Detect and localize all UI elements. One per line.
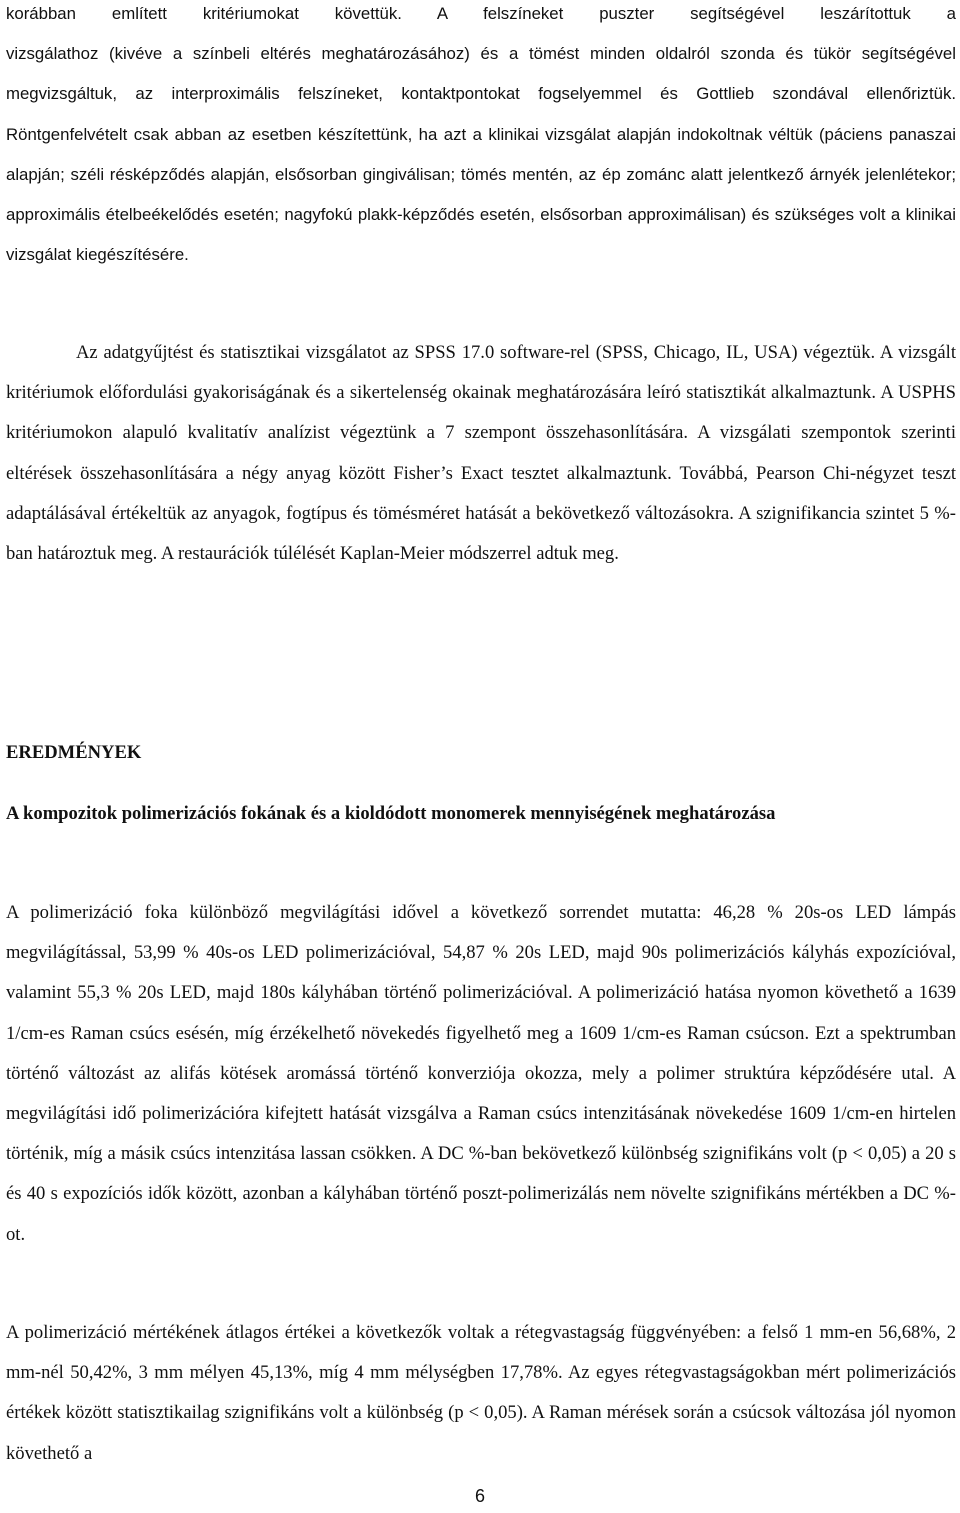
results-paragraph-2: A polimerizáció mértékének átlagos értékei a következők voltak a rétegvastagság függvényében: a felső 1 mm-en 56,68%, 2 mm-nél 50,42%, 3 mm mélyen 45,13%, míg 4 mm mélységben 17,78%. Az egyes rétegvastagságokban mért polimerizációs értékek között statisztikailag szignifikáns volt a különbség (p < 0,05). A Raman mérések során a csúcsok változása jól nyomon követhető a bbox=[6, 1322, 956, 1464]
section-heading: EREDMÉNYEK bbox=[6, 742, 142, 763]
statistics-paragraph: Az adatgyűjtést és statisztikai vizsgálatot az SPSS 17.0 software-rel (SPSS, Chicago, IL, USA) végeztük. A vizsgált kritériumok előfordulási gyakoriságának és a sikertelenség okainak meghatározására leíró statisztikát alkalmaztunk. A USPHS kritériumokon alapuló kvalitatív analízist végeztünk a 7 szempont összehasonlítására. A vizsgálati szempontok szerinti eltérések összehasonlítására a négy anyag között Fisher’s Exact tesztet alkalmaztunk. Továbbá, Pearson Chi-négyzet teszt adaptálásával értékeltük az anyagok, fogtípus és tömésméret hatását a bekövetkező változásokra. A szignifikancia szintet 5 %-ban határoztuk meg. A restaurációk túlélését Kaplan-Meier módszerrel adtuk meg. bbox=[6, 342, 956, 565]
page-number: 6 bbox=[474, 1486, 485, 1506]
methods-text bbox=[6, 34, 956, 275]
methods-text-first-line: korábban említett kritériumokat követtük. A felszíneket puszter segítségével leszárítottuk a bbox=[6, 4, 956, 23]
methods-text-part-c: Röntgenfelvételt csak abban az esetben készítettünk, ha azt a klinikai vizsgálat alapján indokoltnak véltük (páciens panaszai alapján; széli résképződés alapján, elsősorban gingiválisan; tömés mentén, az ép zománc alatt jelentkező árnyék jelenlétekor; approximális ételbeékelődés esetén; nagyfokú plakk-képződés esetén, elsősorban approximálisan) és szükséges volt a klinikai vizsgálat kiegészítésére. bbox=[6, 124, 956, 265]
methods-paragraph bbox=[6, 0, 956, 275]
methods-text-part-b: vizsgálathoz (kivéve a színbeli eltérés meghatározásához) és a tömést minden oldalról szonda és tükör segítségével megvizsgáltuk, az interproximális felszíneket, kontaktpontokat fogselyemmel és Gottlieb szondával ellenőriztük. bbox=[6, 44, 956, 104]
subsection-heading: A kompozitok polimerizációs fokának és a kioldódott monomerek mennyiségének meghatározása bbox=[6, 803, 776, 824]
results-paragraph-1: A polimerizáció foka különböző megvilágítási idővel a következő sorrendet mutatta: 46,28 % 20s-os LED lámpás megvilágítással, 53,99 % 40s-os LED polimerizációval, 54,87 % 20s LED, majd 90s polimerizációs kályhás expozícióval, valamint 55,3 % 20s LED, majd 180s kályhában történő polimerizációval. A polimerizáció hatása nyomon követhető a 1639 1/cm-es Raman csúcs esésén, míg érzékelhető növekedés figyelhető meg a 1609 1/cm-es Raman csúcson. Ezt a spektrumban történő változást az alifás kötések aromássá történő konverziója okozza, mely a polimer struktúra képződésére utal. A megvilágítási idő polimerizációra kifejtett hatását vizsgálva a Raman csúcs intenzitásának növekedése 1609 1/cm-en hirtelen történik, míg a másik csúcs intenzitása lassan csökken. A DC %-ban bekövetkező különbség szignifikáns volt (p < 0,05) a 20 s és 40 s expozíciós idők között, azonban a kályhában történő poszt-polimerizálás nem növelte szignifikáns mértékben a DC %-ot. bbox=[6, 902, 956, 1245]
